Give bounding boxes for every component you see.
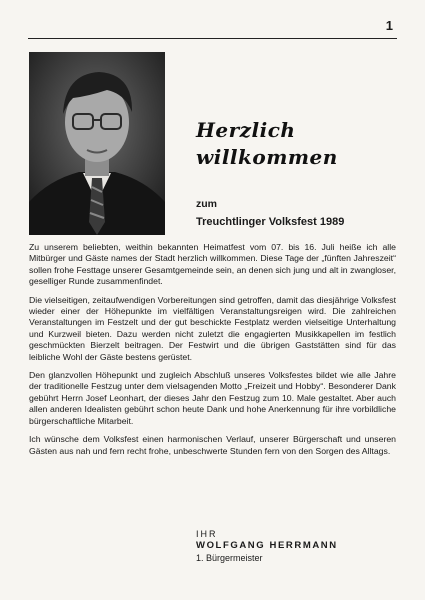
signature-closing: IHR [196, 529, 218, 539]
page-number: 1 [385, 18, 393, 33]
welcome-line-2: willkommen [196, 145, 338, 169]
welcome-heading [196, 117, 338, 171]
paragraph: Ich wünsche dem Volksfest einen harmonischen Verlauf, unserer Bürgerschaft und unseren Gästen aus nah und fern recht frohe, unbeschwerte Stunden fern von den Sorgen des Alltags. [29, 434, 396, 456]
signature-title: 1. Bürgermeister [196, 553, 263, 563]
portrait-photo [29, 52, 165, 235]
top-rule [28, 38, 397, 39]
paragraph: Die vielseitigen, zeitaufwendigen Vorbereitungen sind getroffen, damit das diesjährige Volksfest wieder einer der Höhepunkte im vielfältigen Veranstaltungsreigen wird. Die zahlreichen Veranstaltungen im Festzelt und der gut beschickte Festplatz werden vielseitige Unterhaltung und Kurzweil bieten. Dazu werden nicht zuletzt die engagierten Musikkapellen im festlich geschmückten Bierzelt beitragen. Der Festwirt und die übrigen Gaststätten sind für das leibliche Wohl der Gäste bestens gerüstet. [29, 294, 396, 362]
paragraph: Den glanzvollen Höhepunkt und zugleich Abschluß unseres Volksfestes bildet wie alle Jahre der traditionelle Festzug unter dem vielsagenden Motto „Freizeit und Hobby“. Besonderer Dank gebührt Herrn Josef Leonhart, der dieses Jahr den Festzug zum 10. Male gestaltet. Aber auch allen anderen Idealisten gebührt schon heute Dank und hohe Anerkennung für ihre vorbildliche bürgerschaftliche Mitarbeit. [29, 370, 396, 426]
signature-name: WOLFGANG HERRMANN [196, 540, 338, 551]
letter-body [29, 242, 396, 464]
subtitle-line-1: zum [196, 198, 217, 210]
paragraph: Zu unserem beliebten, weithin bekannten Heimatfest vom 07. bis 16. Juli heiße ich alle Mitbürger und Gäste names der Stadt herzlich willkommen. Diese Tage der „fünften Jahreszeit“ sollen frohe Festtage unserer Gesamtgemeinde sein, an denen sich jung und alt in zwangloser, geselliger Runde zusammenfindet. [29, 242, 396, 287]
event-subtitle [196, 195, 344, 231]
event-name: Treuchtlinger Volksfest 1989 [196, 216, 345, 228]
welcome-line-1: Herzlich [196, 118, 296, 142]
signature-block [196, 528, 338, 564]
